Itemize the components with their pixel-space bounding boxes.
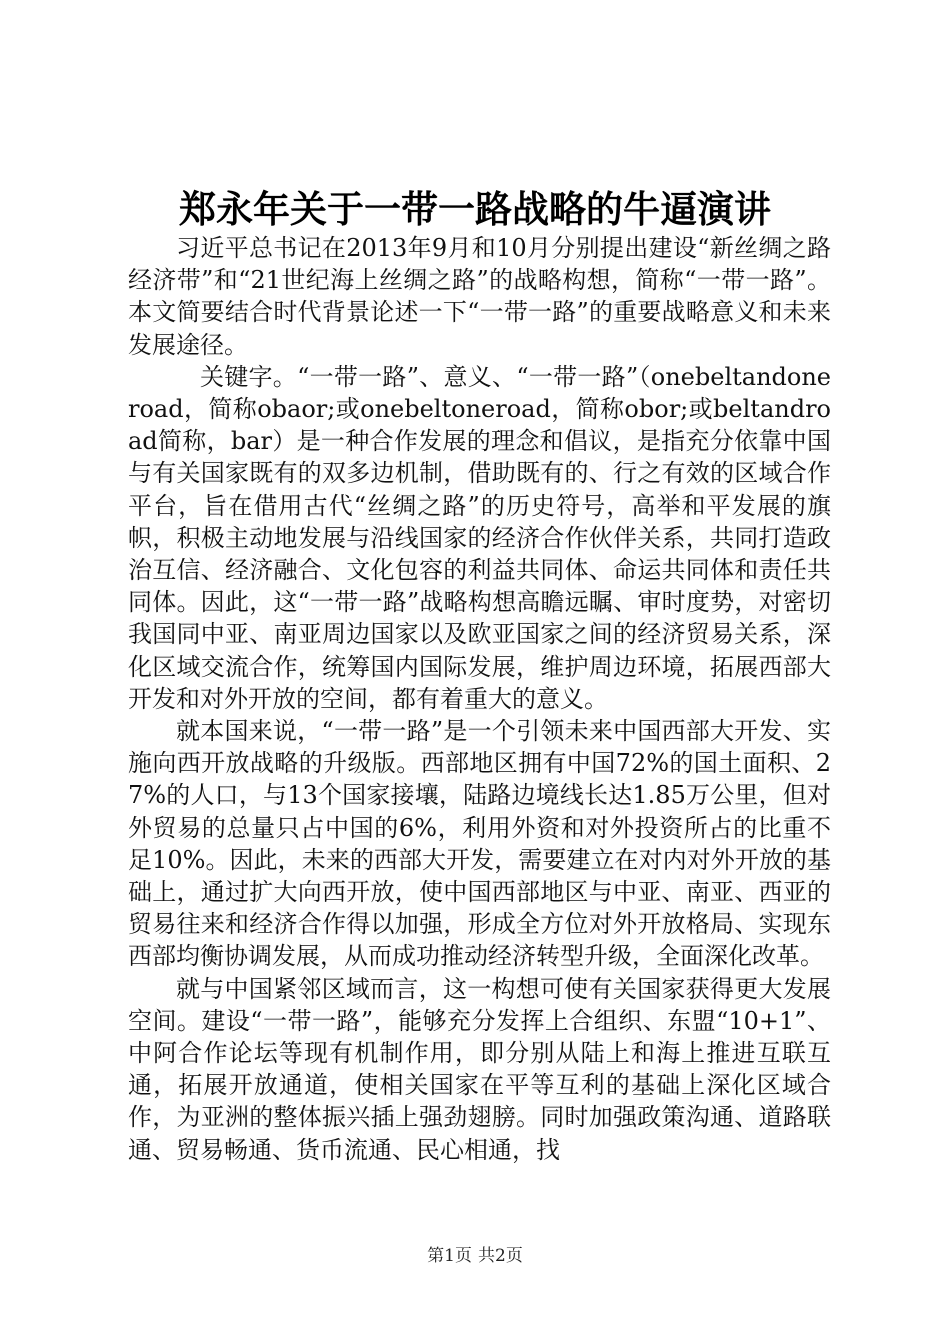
paragraph-domestic: 就本国来说，“一带一路”是一个引领未来中国西部大开发、实施向西开放战略的升级版。西部地区拥有中国72%的国土面积、27%的人口，与13个国家接壤，陆路边境线长达1.85万公里，但对外贸易的总量只占中国的6%，利用外资和对外投资所占的比重不足10%。因此，未来的西部大开发，需要建立在对内对外开放的基础上，通过扩大向西开放，使中国西部地区与中亚、南亚、西亚的贸易往来和经济合作得以加强，形成全方位对外开放格局、实现东西部均衡协调发展，从而成功推动经济转型升级，全面深化改革。 — [128, 717, 831, 971]
document-body — [128, 232, 831, 1166]
paragraph-regional: 就与中国紧邻区域而言，这一构想可使有关国家获得更大发展空间。建设“一带一路”，能够充分发挥上合组织、东盟“10+1”、中阿合作论坛等现有机制作用，即分别从陆上和海上推进互联互通，拓展开放通道，使相关国家在平等互利的基础上深化区域合作，为亚洲的整体振兴插上强劲翅膀。同时加强政策沟通、道路联通、贸易畅通、货币流通、民心相通，找 — [128, 974, 831, 1164]
paragraph-intro: 习近平总书记在2013年9月和10月分别提出建设“新丝绸之路经济带”和“21世纪海上丝绸之路”的战略构想，简称“一带一路”。本文简要结合时代背景论述一下“一带一路”的重要战略意义和未来发展途径。 — [128, 234, 831, 359]
paragraph-keywords: 关键字。“一带一路”、意义、“一带一路”（onebeltandoneroad，简称obaor;或onebeltoneroad，简称obor;或beltandroad简称，bar）是一种合作发展的理念和倡议，是指充分依靠中国与有关国家既有的双多边机制，借助既有的、行之有效的区域合作平台，旨在借用古代“丝绸之路”的历史符号，高举和平发展的旗帜，积极主动地发展与沿线国家的经济合作伙伴关系，共同打造政治互信、经济融合、文化包容的利益共同体、命运共同体和责任共同体。因此，这“一带一路”战略构想高瞻远瞩、审时度势，对密切我国同中亚、南亚周边国家以及欧亚国家之间的经济贸易关系，深化区域交流合作，统筹国内国际发展，维护周边环境，拓展西部大开发和对外开放的空间，都有着重大的意义。 — [128, 362, 831, 713]
page-footer — [0, 1244, 950, 1268]
page-number: 第1页 — [427, 1246, 472, 1266]
document-title: 郑永年关于一带一路战略的牛逼演讲 — [179, 188, 771, 231]
page-total: 共2页 — [478, 1246, 523, 1266]
